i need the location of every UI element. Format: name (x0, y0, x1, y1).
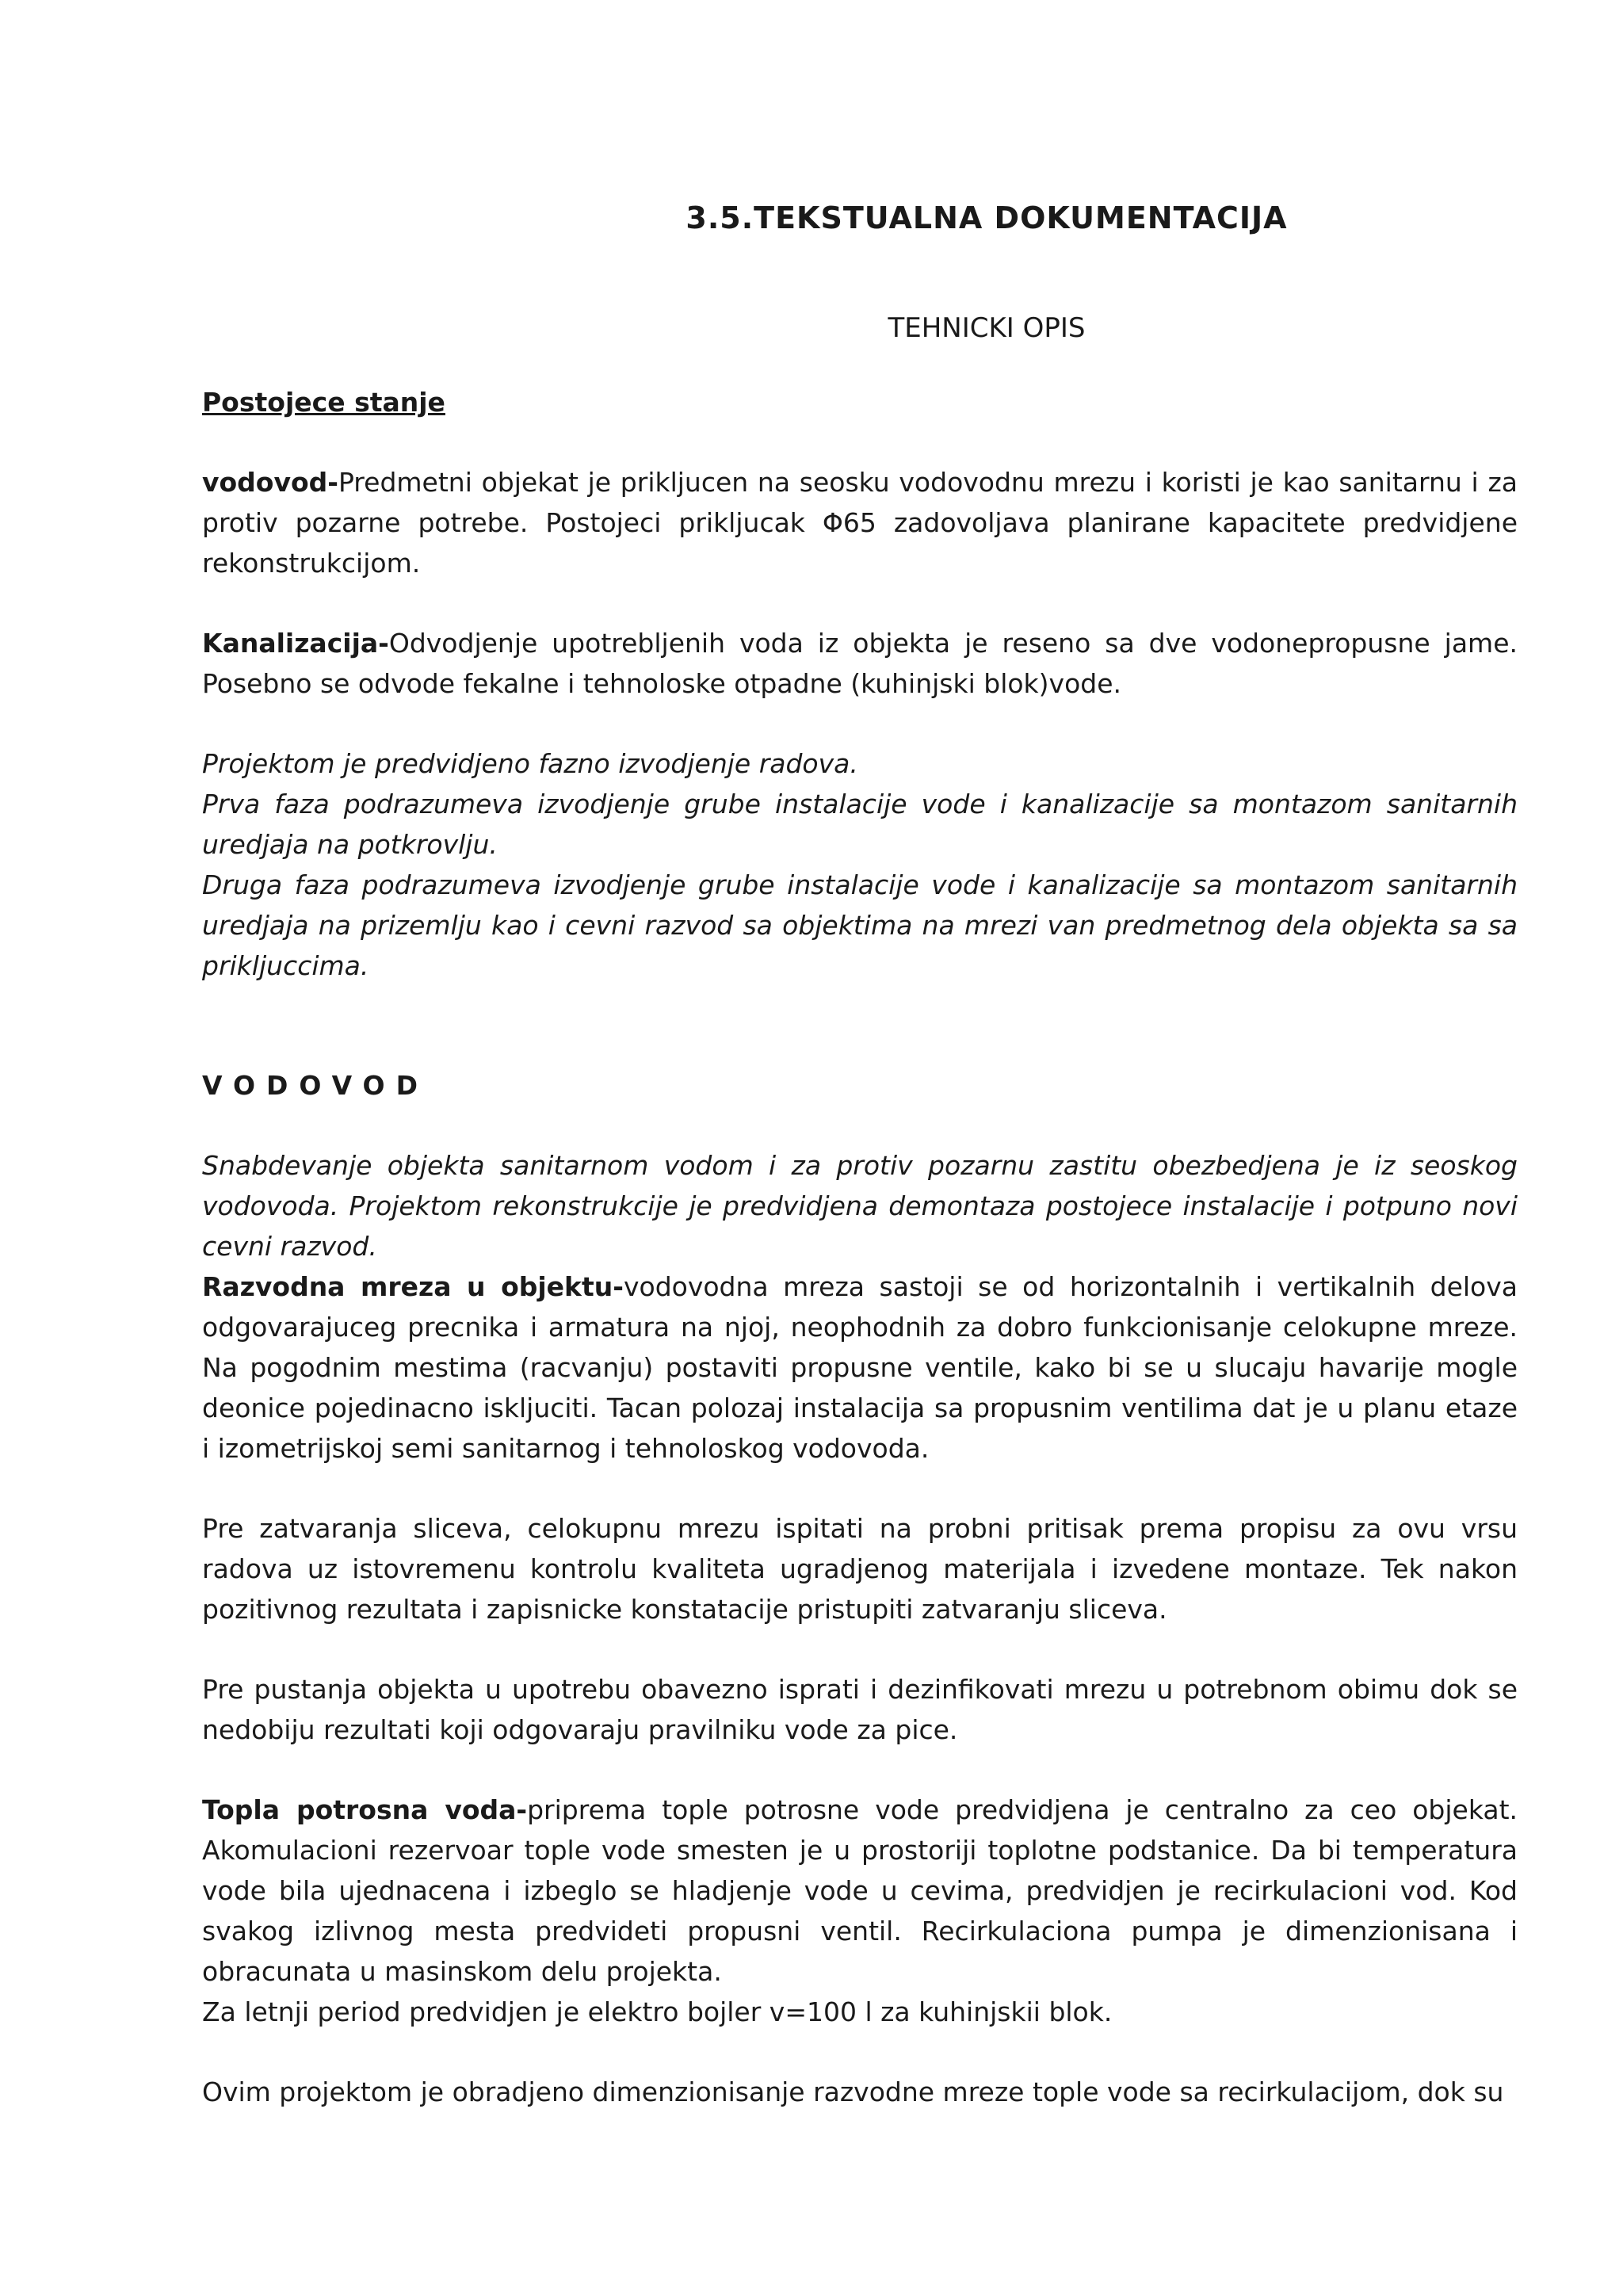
razvodna-text: vodovodna mreza sastoji se od horizontalnih i vertikalnih delova odgovarajuceg precnika i armatura na njoj, neophodnih za dobro funkcionisanje celokupne mreze. Na pogodnim mestima (racvanju) postaviti propusne ventile, kako bi se u slucaju havarije mogle deonice pojedinacno iskljuciti. Tacan polozaj instalacija sa propusnim ventilima dat je u planu etaze i izometrijskoj semi sanitarnog i tehnoloskog vodovoda. (202, 1271, 1518, 1464)
page-title: 3.5.TEKSTUALNA DOKUMENTACIJA (685, 201, 1288, 235)
vodovod-heading: VODOVOD (202, 1070, 429, 1101)
ovim-paragraph: Ovim projektom je obradjeno dimenzionisanje razvodne mreze tople vode sa recirkulacijom, dok su (202, 2076, 1504, 2107)
kanalizacija-label: Kanalizacija- (202, 628, 389, 659)
vodovod-paragraph (202, 462, 1518, 583)
phase-two: Druga faza podrazumeva izvodjenje grube instalacije vode i kanalizacije sa montazom sanitarnih uredjaja na prizemlju kao i cevni razvod sa objektima na mrezi van predmetnog dela objekta sa sa prikljuccima. (202, 869, 1518, 981)
topla-text: priprema tople potrosne vode predvidjena je centralno za ceo objekat. Akomulacioni rezervoar tople vode smesten je u prostoriji toplotne podstanice. Da bi temperatura vode bila ujednacena i izbeglo se hladjenje vode u cevima, predvidjen je recirkulacioni vod. Kod svakog izlivnog mesta predvideti propusni ventil. Recirkulaciona pumpa je dimenzionisana i obracunata u masinskom delu projekta. (202, 1794, 1518, 1987)
phase-intro: Projektom je predvidjeno fazno izvodjenje radova. (202, 748, 858, 779)
kanalizacija-text: Odvodjenje upotrebljenih voda iz objekta je reseno sa dve vodonepropusne jame. Posebno se odvode fekalne i tehnoloske otpadne (kuhinjski blok)vode. (202, 628, 1518, 699)
document-content (202, 198, 1518, 2152)
razvodna-label: Razvodna mreza u objektu- (202, 1271, 624, 1302)
kanalizacija-paragraph (202, 623, 1518, 704)
razvodna-paragraph (202, 1266, 1518, 1469)
zatvaranja-paragraph: Pre zatvaranja sliceva, celokupnu mrezu ispitati na probni pritisak prema propisu za ovu vrsu radova uz istovremenu kontrolu kvaliteta ugradjenog materijala i izvedene montaze. Tek nakon pozitivnog rezultata i zapisnicke konstatacije pristupiti zatvaranju sliceva. (202, 1513, 1518, 1625)
snabdevanje-paragraph: Snabdevanje objekta sanitarnom vodom i za protiv pozarnu zastitu obezbedjena je iz seoskog vodovoda. Projektom rekonstrukcije je predvidjena demontaza postojece instalacije i potpuno novi cevni razvod. (202, 1150, 1518, 1262)
letnji-paragraph: Za letnji period predvidjen je elektro bojler v=100 l za kuhinjskii blok. (202, 1996, 1113, 2027)
existing-state-heading: Postojece stanje (202, 387, 445, 418)
vodovod-label: vodovod- (202, 467, 338, 498)
pustanja-paragraph: Pre pustanja objekta u upotrebu obavezno isprati i dezinfikovati mrezu u potrebnom obimu dok se nedobiju rezultati koji odgovaraju pravilniku vode za pice. (202, 1674, 1518, 1745)
vodovod-text: Predmetni objekat je prikljucen na seosku vodovodnu mrezu i koristi je kao sanitarnu i za protiv pozarne potrebe. Postojeci prikljucak Φ65 zadovoljava planirane kapacitete predvidjene rekonstrukcijom. (202, 467, 1518, 579)
topla-label: Topla potrosna voda- (202, 1794, 528, 1825)
topla-paragraph (202, 1790, 1518, 1992)
phase-one: Prva faza podrazumeva izvodjenje grube instalacije vode i kanalizacije sa montazom sanitarnih uredjaja na potkrovlju. (202, 789, 1518, 860)
page-subtitle: TEHNICKI OPIS (888, 312, 1086, 344)
